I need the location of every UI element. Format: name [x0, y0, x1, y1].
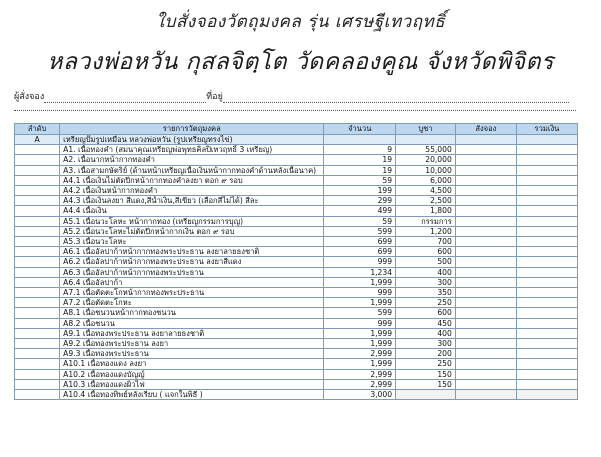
- row-number: [15, 339, 60, 349]
- order-table: [14, 123, 578, 400]
- total-cell: [516, 277, 577, 287]
- table-row: [15, 349, 578, 359]
- total-cell: [516, 257, 577, 267]
- row-number: [15, 247, 60, 257]
- order-input-cell[interactable]: [455, 247, 516, 257]
- row-number: [15, 318, 60, 328]
- item-name: A4.2 เนื้อเงินหน้ากากทองคำ: [60, 186, 324, 196]
- order-input-cell[interactable]: [455, 237, 516, 247]
- item-name: A9.3 เนื้อทองพระประธาน: [60, 349, 324, 359]
- total-cell: [516, 196, 577, 206]
- item-qty: 1,999: [324, 277, 396, 287]
- item-qty: 199: [324, 186, 396, 196]
- table-row: [15, 196, 578, 206]
- item-price: 700: [396, 237, 456, 247]
- item-name: A10.4 เนื้อทองทิพย์หลังเรียบ ( แจกในพิธี ): [60, 390, 324, 400]
- item-name: A4.3 เนื้อเงินลงยา สีแดง,สีน้ำเงิน,สีเขียว (เลือกสีไม่ได้) สีละ: [60, 196, 324, 206]
- order-input-cell[interactable]: [455, 175, 516, 185]
- item-qty: 1,999: [324, 298, 396, 308]
- order-input-cell[interactable]: [455, 155, 516, 165]
- item-price: 450: [396, 318, 456, 328]
- item-qty: 2,999: [324, 379, 396, 389]
- item-qty: 2,999: [324, 369, 396, 379]
- item-price: 250: [396, 298, 456, 308]
- item-price: 500: [396, 257, 456, 267]
- item-name: A5.3 เนื้อนวะโลหะ: [60, 237, 324, 247]
- item-qty: 299: [324, 196, 396, 206]
- table-row: [15, 257, 578, 267]
- col-header-item: รายการวัตถุมงคล: [60, 124, 324, 135]
- item-qty: 59: [324, 175, 396, 185]
- col-header-price: บูชา: [396, 124, 456, 135]
- item-qty: 19: [324, 155, 396, 165]
- total-cell: [516, 359, 577, 369]
- item-name: A4.1 เนื้อเงินไม่ตัดปีกหน้ากากทองคำลงยา ตอก ๙ รอบ: [60, 175, 324, 185]
- item-qty: 1,999: [324, 359, 396, 369]
- total-cell: [516, 369, 577, 379]
- item-price: 250: [396, 359, 456, 369]
- table-row: [15, 186, 578, 196]
- total-cell: [516, 226, 577, 236]
- total-cell: [516, 155, 577, 165]
- item-name: A9.1 เนื้อทองพระประธาน ลงยาลายธงชาติ: [60, 328, 324, 338]
- total-cell: [516, 298, 577, 308]
- table-row: [15, 359, 578, 369]
- item-qty: 1,234: [324, 267, 396, 277]
- item-qty: 19: [324, 165, 396, 175]
- table-row: [15, 155, 578, 165]
- item-price: 200: [396, 349, 456, 359]
- row-number: [15, 165, 60, 175]
- item-qty: 3,000: [324, 390, 396, 400]
- row-number: [15, 206, 60, 216]
- item-name: A3. เนื้อสามกษัตริย์ (ด้านหน้าเหรียญเนื้อเงินหน้ากากทองคำด้านหลังเนื้อนาค): [60, 165, 324, 175]
- item-name: A9.2 เนื้อทองพระประธาน ลงยา: [60, 339, 324, 349]
- total-cell: [516, 308, 577, 318]
- total-cell: [516, 145, 577, 155]
- row-number: [15, 369, 60, 379]
- col-header-qty: จำนวน: [324, 124, 396, 135]
- item-price: 350: [396, 288, 456, 298]
- item-price: [396, 390, 456, 400]
- item-qty: 2,999: [324, 349, 396, 359]
- item-name: A8.1 เนื้อชนวนหน้ากากทองชนวน: [60, 308, 324, 318]
- table-row: [15, 298, 578, 308]
- total-cell: [516, 328, 577, 338]
- item-price: 300: [396, 339, 456, 349]
- total-cell: [516, 318, 577, 328]
- order-input-cell[interactable]: [455, 379, 516, 389]
- item-name: A6.1 เนื้ออัลปาก้าหน้ากากทองพระประธาน ลงยาลายธงชาติ: [60, 247, 324, 257]
- row-number: [15, 349, 60, 359]
- item-name: A7.2 เนื้อตัดตะโกหะ: [60, 298, 324, 308]
- item-name: A10.2 เนื้อทองแดงบัญญ์: [60, 369, 324, 379]
- total-cell: [516, 175, 577, 185]
- item-price: 10,000: [396, 165, 456, 175]
- total-cell: [516, 186, 577, 196]
- order-input-cell[interactable]: [455, 277, 516, 287]
- order-input-cell[interactable]: [455, 145, 516, 155]
- table-row: [15, 145, 578, 155]
- total-cell: [516, 288, 577, 298]
- table-header-row: [15, 124, 578, 135]
- item-name: A1. เนื้อทองคำ (สมนาคุณเหรียญพ่อพุทธคิลปิเทวฤทธิ์ 3 เหรียญ): [60, 145, 324, 155]
- item-qty: 999: [324, 257, 396, 267]
- table-row: [15, 226, 578, 236]
- item-qty: 59: [324, 216, 396, 226]
- item-qty: 999: [324, 288, 396, 298]
- item-qty: 699: [324, 247, 396, 257]
- order-input-cell[interactable]: [455, 257, 516, 267]
- table-row: [15, 206, 578, 216]
- category-code: A: [15, 135, 60, 145]
- item-name: A7.1 เนื้อตัดตะโกหน้ากากทองพระประธาน: [60, 288, 324, 298]
- item-price: 150: [396, 379, 456, 389]
- category-label: เหรียญปั๊มรูปเหมือน หลวงพ่อหวัน (รูปเหรียญทรงไข่): [60, 135, 324, 145]
- table-row: [15, 277, 578, 287]
- row-number: [15, 267, 60, 277]
- form-subtitle: หลวงพ่อหวัน กุสลจิตฺโต วัดคลองคูณ จังหวัดพิจิตร: [47, 49, 554, 75]
- item-name: A5.1 เนื้อนวะโลหะ หน้ากากทอง (เหรียญกรรมการบุญ): [60, 216, 324, 226]
- item-qty: 699: [324, 237, 396, 247]
- item-qty: 9: [324, 145, 396, 155]
- table-row: [15, 216, 578, 226]
- order-input-cell[interactable]: [455, 339, 516, 349]
- orderer-label: ผู้สั่งจอง: [14, 92, 45, 102]
- total-cell: [516, 206, 577, 216]
- item-name: A4.4 เนื้อเงิน: [60, 206, 324, 216]
- order-input-cell[interactable]: [455, 369, 516, 379]
- item-price: กรรมการ: [396, 216, 456, 226]
- order-input-cell[interactable]: [455, 267, 516, 277]
- row-number: [15, 175, 60, 185]
- table-row: [15, 237, 578, 247]
- order-input-cell[interactable]: [455, 226, 516, 236]
- total-cell: [516, 216, 577, 226]
- item-price: 1,200: [396, 226, 456, 236]
- item-price: 300: [396, 277, 456, 287]
- order-input-cell[interactable]: [455, 288, 516, 298]
- row-number: [15, 359, 60, 369]
- order-input-cell[interactable]: [455, 216, 516, 226]
- row-number: [15, 328, 60, 338]
- row-number: [15, 216, 60, 226]
- total-cell: [516, 237, 577, 247]
- row-number: [15, 145, 60, 155]
- item-price: 600: [396, 247, 456, 257]
- table-row: [15, 390, 578, 400]
- row-number: [15, 257, 60, 267]
- total-cell: [516, 390, 577, 400]
- item-price: 400: [396, 328, 456, 338]
- item-price: 20,000: [396, 155, 456, 165]
- total-cell: [516, 267, 577, 277]
- order-input-cell[interactable]: [455, 390, 516, 400]
- item-name: A2. เนื้อนากหน้ากากทองคำ: [60, 155, 324, 165]
- table-row: [15, 379, 578, 389]
- form-title: ใบสั่งจองวัตถุมงคล รุ่น เศรษฐีเทวฤทธิ์: [155, 12, 446, 32]
- row-number: [15, 379, 60, 389]
- row-number: [15, 237, 60, 247]
- order-input-cell[interactable]: [455, 298, 516, 308]
- item-name: A6.2 เนื้ออัลปาก้าหน้ากากทองพระประธาน ลงยาสีแดง: [60, 257, 324, 267]
- item-qty: 999: [324, 318, 396, 328]
- address-second-line[interactable]: [14, 110, 576, 111]
- item-qty: 1,999: [324, 339, 396, 349]
- item-price: 6,000: [396, 175, 456, 185]
- item-price: 1,800: [396, 206, 456, 216]
- order-input-cell[interactable]: [455, 328, 516, 338]
- address-label: ที่อยู่: [206, 92, 223, 102]
- item-price: 400: [396, 267, 456, 277]
- table-row: [15, 308, 578, 318]
- order-input-cell[interactable]: [455, 165, 516, 175]
- item-qty: 599: [324, 226, 396, 236]
- item-price: 4,500: [396, 186, 456, 196]
- row-number: [15, 390, 60, 400]
- col-header-total: รวมเงิน: [516, 124, 577, 135]
- row-number: [15, 186, 60, 196]
- table-row: [15, 339, 578, 349]
- table-row: [15, 318, 578, 328]
- item-name: A6.4 เนื้ออัลปาก้า: [60, 277, 324, 287]
- item-price: 55,000: [396, 145, 456, 155]
- row-number: [15, 155, 60, 165]
- item-name: A10.1 เนื้อทองแดง ลงยา: [60, 359, 324, 369]
- order-input-cell[interactable]: [455, 359, 516, 369]
- order-input-cell[interactable]: [455, 196, 516, 206]
- item-name: A10.3 เนื้อทองแดงผิวไฟ: [60, 379, 324, 389]
- item-price: 2,500: [396, 196, 456, 206]
- col-header-order: สั่งจอง: [455, 124, 516, 135]
- item-qty: 499: [324, 206, 396, 216]
- table-row: [15, 328, 578, 338]
- item-name: A6.3 เนื้ออัลปาก้าหน้ากากทองพระประธาน: [60, 267, 324, 277]
- table-row: [15, 267, 578, 277]
- total-cell: [516, 339, 577, 349]
- table-row: [15, 165, 578, 175]
- item-qty: 1,999: [324, 328, 396, 338]
- category-row: [15, 135, 578, 145]
- row-number: [15, 298, 60, 308]
- order-input-cell[interactable]: [455, 349, 516, 359]
- row-number: [15, 226, 60, 236]
- total-cell: [516, 165, 577, 175]
- table-row: [15, 247, 578, 257]
- item-price: 600: [396, 308, 456, 318]
- address-fill-line[interactable]: [223, 93, 569, 103]
- order-input-cell[interactable]: [455, 186, 516, 196]
- table-row: [15, 288, 578, 298]
- orderer-fill-line[interactable]: [44, 93, 206, 103]
- order-input-cell[interactable]: [455, 308, 516, 318]
- col-header-no: ลำดับ: [15, 124, 60, 135]
- order-input-cell[interactable]: [455, 318, 516, 328]
- row-number: [15, 308, 60, 318]
- order-input-cell[interactable]: [455, 206, 516, 216]
- orderer-line: [14, 89, 574, 103]
- item-name: A5.2 เนื้อนวะโลหะไม่ตัดปีกหน้ากากเงิน ตอก ๙ รอบ: [60, 226, 324, 236]
- row-number: [15, 277, 60, 287]
- row-number: [15, 288, 60, 298]
- row-number: [15, 196, 60, 206]
- table-row: [15, 175, 578, 185]
- table-row: [15, 369, 578, 379]
- total-cell: [516, 349, 577, 359]
- item-qty: 599: [324, 308, 396, 318]
- item-name: A8.2 เนื้อชนวน: [60, 318, 324, 328]
- item-price: 150: [396, 369, 456, 379]
- total-cell: [516, 379, 577, 389]
- total-cell: [516, 247, 577, 257]
